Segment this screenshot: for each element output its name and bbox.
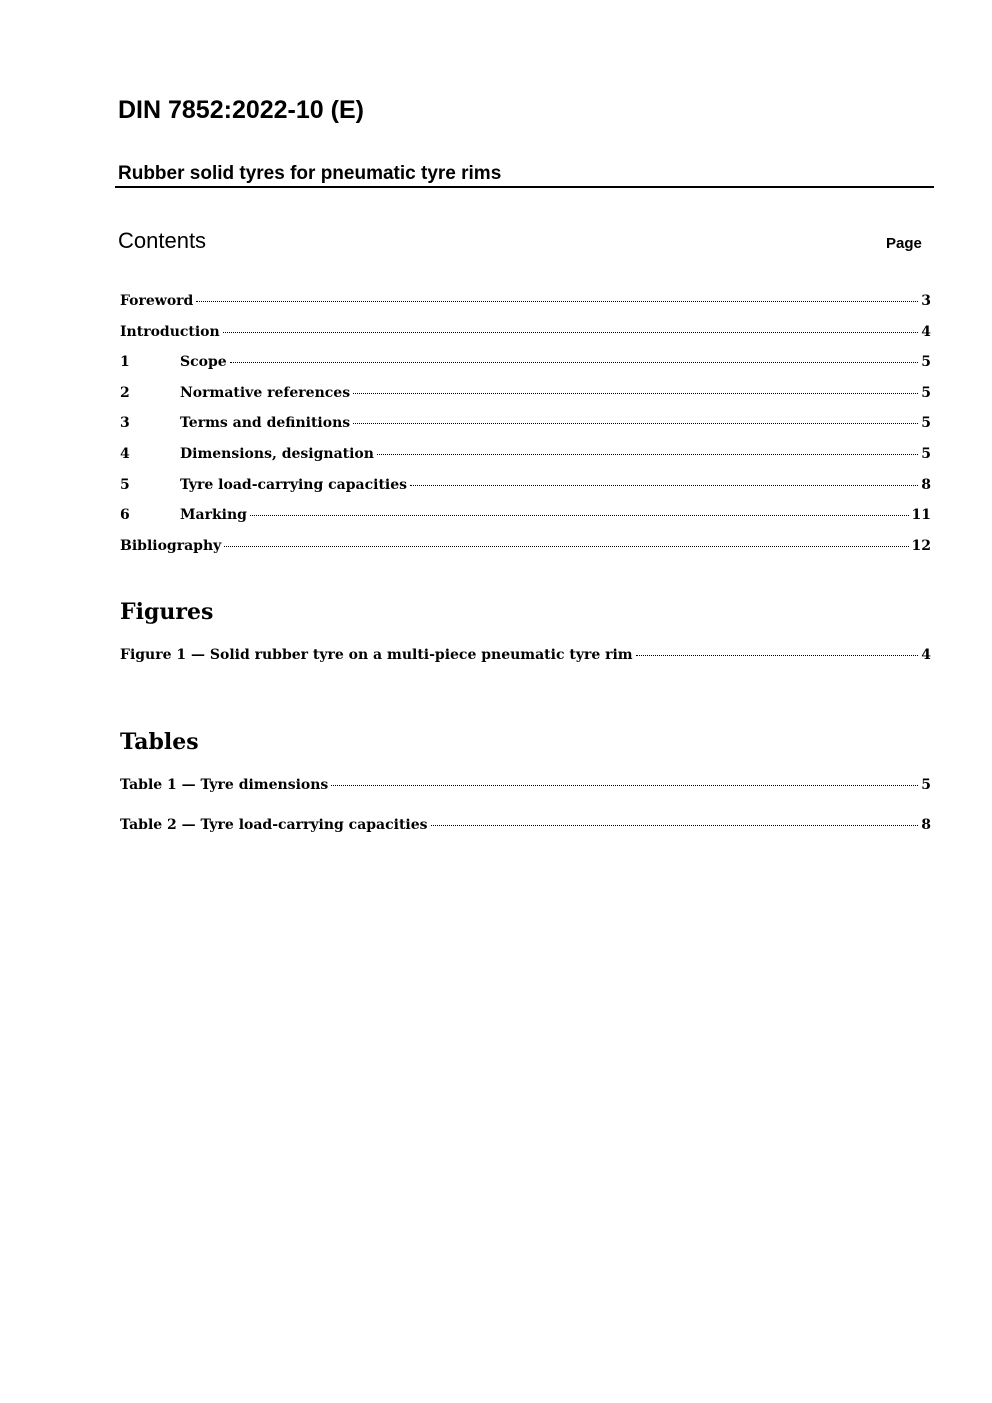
toc-leader-dots: [230, 362, 919, 363]
toc-leader-dots: [410, 485, 918, 486]
toc-leader-dots: [250, 515, 909, 516]
toc-entry-terms-and-definitions[interactable]: [120, 414, 931, 445]
tables-list: [120, 776, 931, 847]
toc-entry-load-carrying-capacities[interactable]: [120, 476, 931, 507]
toc-leader-dots: [636, 655, 919, 656]
toc-entry-page: 3: [921, 293, 931, 309]
subtitle-rule: [115, 186, 934, 188]
toc-leader-dots: [224, 546, 908, 547]
toc-entry-title: Scope: [180, 354, 227, 371]
tables-heading: Tables: [120, 729, 199, 755]
toc-leader-dots: [353, 393, 918, 394]
toc-entry-page: 4: [921, 323, 931, 340]
toc-entry-page: 4: [921, 647, 931, 663]
contents-title: Contents: [118, 228, 207, 253]
toc-entry-title: Dimensions, designation: [180, 445, 374, 462]
toc-entry-table-1[interactable]: [120, 776, 931, 816]
toc-entry-page: 11: [911, 507, 931, 524]
figures-list: [120, 646, 931, 677]
toc-leader-dots: [431, 825, 919, 826]
toc-entry-title: Terms and definitions: [180, 415, 351, 432]
document-subtitle: Rubber solid tyres for pneumatic tyre rims: [118, 163, 502, 184]
toc-entry-table-2[interactable]: [120, 816, 931, 847]
toc-entry-page: 5: [921, 384, 931, 401]
toc-leader-dots: [331, 785, 918, 786]
toc-leader-dots: [377, 454, 918, 455]
toc-entry-number: 1: [120, 354, 130, 371]
toc-entry-page: 12: [911, 537, 931, 554]
toc-entry-page: 8: [921, 817, 931, 833]
toc-entry-title: Tyre load-carrying capacities: [180, 476, 408, 493]
toc-entry-foreword[interactable]: [120, 292, 931, 323]
page-column-label: Page: [886, 235, 922, 252]
toc-entry-dimensions-designation[interactable]: [120, 445, 931, 476]
toc-entry-title: Figure 1 — Solid rubber tyre on a multi-piece pneumatic tyre rim: [120, 647, 633, 663]
toc-entry-normative-references[interactable]: [120, 384, 931, 415]
toc-entry-page: 8: [921, 476, 931, 493]
contents-list: [120, 292, 931, 567]
toc-entry-number: 6: [120, 507, 130, 524]
toc-entry-scope[interactable]: [120, 353, 931, 384]
toc-entry-title: Bibliography: [120, 537, 222, 554]
toc-entry-number: 2: [120, 384, 130, 401]
toc-entry-title: Foreword: [120, 293, 194, 309]
toc-leader-dots: [196, 301, 918, 302]
figures-heading: Figures: [120, 599, 214, 625]
toc-entry-title: Normative references: [180, 384, 351, 401]
toc-leader-dots: [223, 332, 919, 333]
toc-leader-dots: [353, 423, 918, 424]
toc-entry-title: Table 2 — Tyre load-carrying capacities: [120, 817, 428, 833]
toc-entry-title: Table 1 — Tyre dimensions: [120, 777, 329, 793]
document-id: DIN 7852:2022-10 (E): [118, 96, 364, 124]
toc-entry-page: 5: [921, 445, 931, 462]
toc-entry-number: 3: [120, 415, 130, 432]
toc-entry-number: 4: [120, 445, 130, 462]
toc-entry-page: 5: [921, 415, 931, 432]
toc-entry-marking[interactable]: [120, 506, 931, 537]
toc-entry-page: 5: [921, 354, 931, 371]
toc-entry-title: Marking: [180, 507, 247, 524]
toc-entry-figure-1[interactable]: [120, 646, 931, 677]
toc-entry-introduction[interactable]: [120, 323, 931, 354]
toc-entry-number: 5: [120, 476, 130, 493]
toc-entry-page: 5: [921, 777, 931, 793]
toc-entry-title: Introduction: [120, 323, 220, 340]
toc-entry-bibliography[interactable]: [120, 537, 931, 568]
